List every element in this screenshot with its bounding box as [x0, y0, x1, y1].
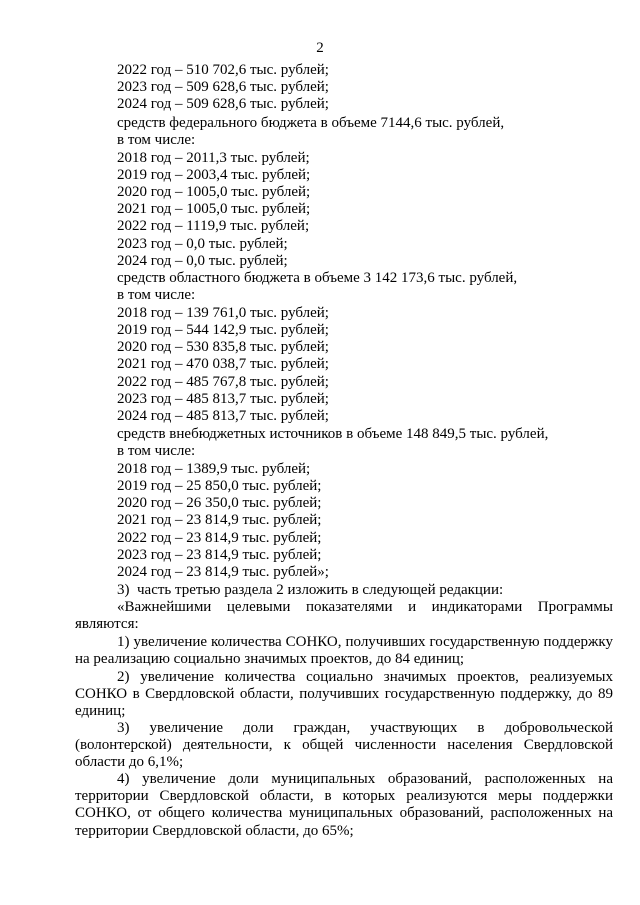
paragraph: 4) увеличение доли муниципальных образований, расположенных на территории Свердловской области, в которых реализуются меры поддержки СОНКО, от общего количества муниципальных образований, расположенных на территории Свердловской области, до 65%;: [75, 771, 613, 839]
text-line: 2024 год – 23 814,9 тыс. рублей»;: [117, 564, 329, 580]
text-line: 2021 год – 470 038,7 тыс. рублей;: [117, 356, 329, 372]
text-line: 2020 год – 1005,0 тыс. рублей;: [117, 184, 311, 200]
text-line: 2021 год – 23 814,9 тыс. рублей;: [117, 512, 322, 528]
text-line: 2022 год – 485 767,8 тыс. рублей;: [117, 374, 329, 390]
text-line: в том числе:: [117, 287, 196, 303]
text-line: 2018 год – 2011,3 тыс. рублей;: [117, 150, 310, 166]
text-line: 2019 год – 25 850,0 тыс. рублей;: [117, 478, 322, 494]
text-line: 2022 год – 510 702,6 тыс. рублей;: [117, 62, 329, 78]
text-line: в том числе:: [117, 443, 196, 459]
text-line: 2018 год – 139 761,0 тыс. рублей;: [117, 305, 329, 321]
paragraph: 3) увеличение доли граждан, участвующих в добровольческой (волонтерской) деятельности, к общей численности населения Свердловской области до 6,1%;: [75, 720, 613, 771]
text-line: 2022 год – 1119,9 тыс. рублей;: [117, 218, 310, 234]
text-line: 2022 год – 23 814,9 тыс. рублей;: [117, 530, 322, 546]
text-line: 2023 год – 0,0 тыс. рублей;: [117, 236, 288, 252]
paragraph: 2) увеличение количества социально значимых проектов, реализуемых СОНКО в Свердловской области, получивших государственную поддержку, до 89 единиц;: [75, 669, 613, 720]
text-line: 2023 год – 485 813,7 тыс. рублей;: [117, 391, 329, 407]
paragraph: «Важнейшими целевыми показателями и индикаторами Программы являются:: [75, 599, 613, 633]
text-line: 2020 год – 26 350,0 тыс. рублей;: [117, 495, 322, 511]
text-line: 2023 год – 509 628,6 тыс. рублей;: [117, 79, 329, 95]
text-line: 2019 год – 2003,4 тыс. рублей;: [117, 167, 311, 183]
text-line: средств внебюджетных источников в объеме 148 849,5 тыс. рублей,: [117, 426, 549, 442]
text-line: 2018 год – 1389,9 тыс. рублей;: [117, 461, 311, 477]
text-line: в том числе:: [117, 132, 196, 148]
text-line: средств областного бюджета в объеме 3 142 173,6 тыс. рублей,: [117, 270, 518, 286]
text-line: 2023 год – 23 814,9 тыс. рублей;: [117, 547, 322, 563]
page-number: 2: [316, 40, 324, 56]
text-line: средств федерального бюджета в объеме 7144,6 тыс. рублей,: [117, 115, 505, 131]
text-line: 2024 год – 485 813,7 тыс. рублей;: [117, 408, 329, 424]
paragraph: 1) увеличение количества СОНКО, получивших государственную поддержку на реализацию социально значимых проектов, до 84 единиц;: [75, 634, 613, 668]
text-line: 2019 год – 544 142,9 тыс. рублей;: [117, 322, 329, 338]
text-line: 3) часть третью раздела 2 изложить в следующей редакции:: [117, 582, 504, 598]
text-line: 2024 год – 0,0 тыс. рублей;: [117, 253, 288, 269]
text-line: 2021 год – 1005,0 тыс. рублей;: [117, 201, 311, 217]
text-line: 2020 год – 530 835,8 тыс. рублей;: [117, 339, 329, 355]
text-line: 2024 год – 509 628,6 тыс. рублей;: [117, 96, 329, 112]
